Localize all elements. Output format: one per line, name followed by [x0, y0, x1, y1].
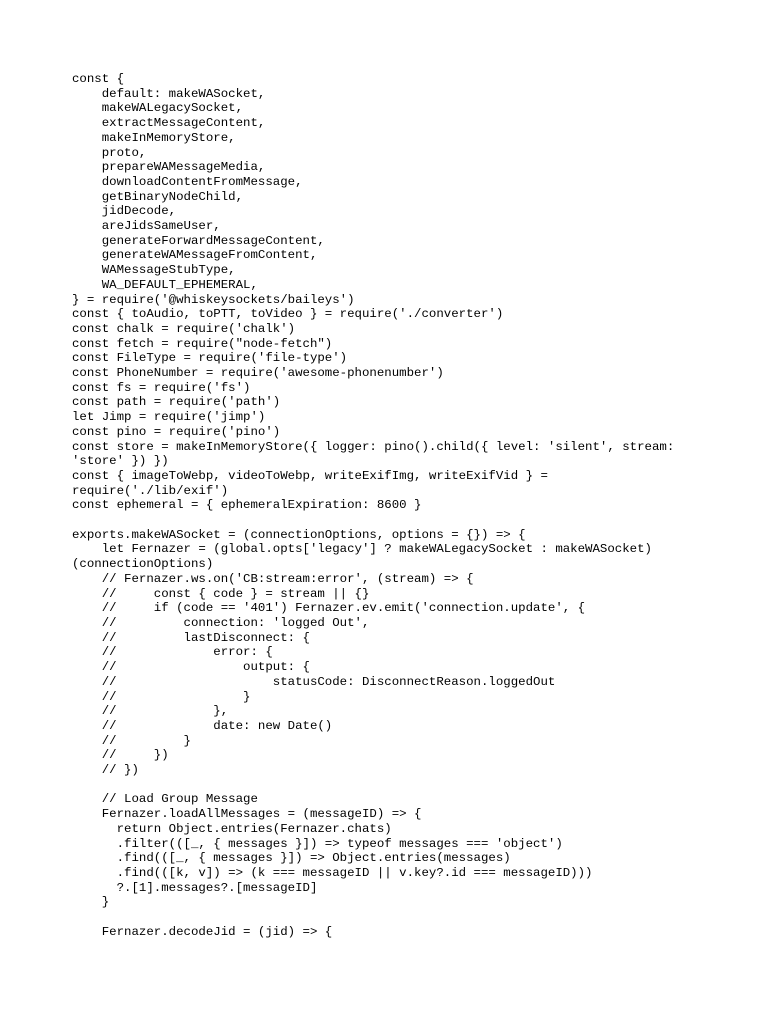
- code-line: const chalk = require('chalk'): [72, 321, 296, 336]
- code-line: // connection: 'logged Out',: [72, 616, 370, 630]
- code-line: const ephemeral = { ephemeralExpiration: 8600 }: [72, 498, 422, 513]
- code-line: // Load Group Message: [72, 792, 258, 807]
- code-line: proto,: [72, 145, 147, 160]
- code-line: 'store' }) }): [72, 454, 169, 469]
- code-line: jidDecode,: [72, 204, 177, 219]
- code-line: [72, 513, 712, 528]
- code-line: exports.makeWASocket = (connectionOptions, options = {}) => {: [72, 527, 526, 542]
- code-line: const {: [72, 72, 125, 86]
- code-line: } = require('@whiskeysockets/baileys'): [72, 292, 355, 307]
- code-line: require('./lib/exif'): [72, 483, 229, 498]
- code-line: default: makeWASocket,: [72, 86, 266, 101]
- code-line: // const { code } = stream || {}: [72, 586, 370, 601]
- code-line: Fernazer.decodeJid = (jid) => {: [72, 924, 333, 939]
- code-listing: [72, 72, 712, 939]
- code-line: // }): [72, 748, 169, 763]
- code-line: getBinaryNodeChild,: [72, 189, 244, 204]
- code-line: const path = require('path'): [72, 395, 281, 410]
- code-line: areJidsSameUser,: [72, 219, 221, 234]
- code-line: // }: [72, 733, 191, 748]
- code-line: ?.[1].messages?.[messageID]: [72, 880, 318, 895]
- code-line: let Jimp = require('jimp'): [72, 410, 266, 425]
- code-line: const store = makeInMemoryStore({ logger: pino().child({ level: 'silent', stream:: [72, 439, 675, 454]
- code-line: // Fernazer.ws.on('CB:stream:error', (stream) => {: [72, 571, 474, 586]
- code-line: let Fernazer = (global.opts['legacy'] ? makeWALegacySocket : makeWASocket): [72, 542, 652, 557]
- code-line: .find(([k, v]) => (k === messageID || v.key?.id === messageID))): [72, 865, 593, 880]
- code-line: const PhoneNumber = require('awesome-phonenumber'): [72, 366, 444, 381]
- code-line: Fernazer.loadAllMessages = (messageID) => {: [72, 807, 422, 822]
- code-line: generateForwardMessageContent,: [72, 233, 325, 248]
- code-line: // error: {: [72, 645, 273, 660]
- code-line: }: [72, 895, 110, 910]
- code-line: const fetch = require("node-fetch"): [72, 336, 333, 351]
- code-line: // lastDisconnect: {: [72, 630, 310, 645]
- code-line: makeInMemoryStore,: [72, 130, 236, 145]
- code-line: const FileType = require('file-type'): [72, 351, 348, 366]
- code-line: // }: [72, 689, 251, 704]
- code-line: downloadContentFromMessage,: [72, 174, 303, 189]
- code-line: // if (code == '401') Fernazer.ev.emit('connection.update', {: [72, 601, 586, 616]
- document-page: [72, 72, 712, 939]
- code-line: generateWAMessageFromContent,: [72, 248, 318, 263]
- code-line: makeWALegacySocket,: [72, 101, 244, 116]
- code-line: // }): [72, 763, 139, 778]
- code-line: (connectionOptions): [72, 557, 214, 572]
- code-line: // },: [72, 704, 229, 719]
- code-line: const fs = require('fs'): [72, 380, 251, 395]
- code-line: const { toAudio, toPTT, toVideo } = require('./converter'): [72, 307, 504, 322]
- code-line: const { imageToWebp, videoToWebp, writeExifImg, writeExifVid } =: [72, 468, 548, 483]
- code-line: return Object.entries(Fernazer.chats): [72, 821, 392, 836]
- code-line: const pino = require('pino'): [72, 424, 281, 439]
- code-line: // statusCode: DisconnectReason.loggedOut: [72, 674, 556, 689]
- code-line: [72, 910, 712, 925]
- code-line: .filter(([_, { messages }]) => typeof messages === 'object'): [72, 836, 563, 851]
- code-line: .find(([_, { messages }]) => Object.entries(messages): [72, 851, 511, 866]
- code-line: [72, 778, 712, 793]
- code-line: // output: {: [72, 660, 310, 675]
- code-line: WA_DEFAULT_EPHEMERAL,: [72, 277, 258, 292]
- code-line: WAMessageStubType,: [72, 263, 236, 278]
- code-line: // date: new Date(): [72, 718, 333, 733]
- code-line: prepareWAMessageMedia,: [72, 160, 266, 175]
- code-line: extractMessageContent,: [72, 116, 266, 131]
